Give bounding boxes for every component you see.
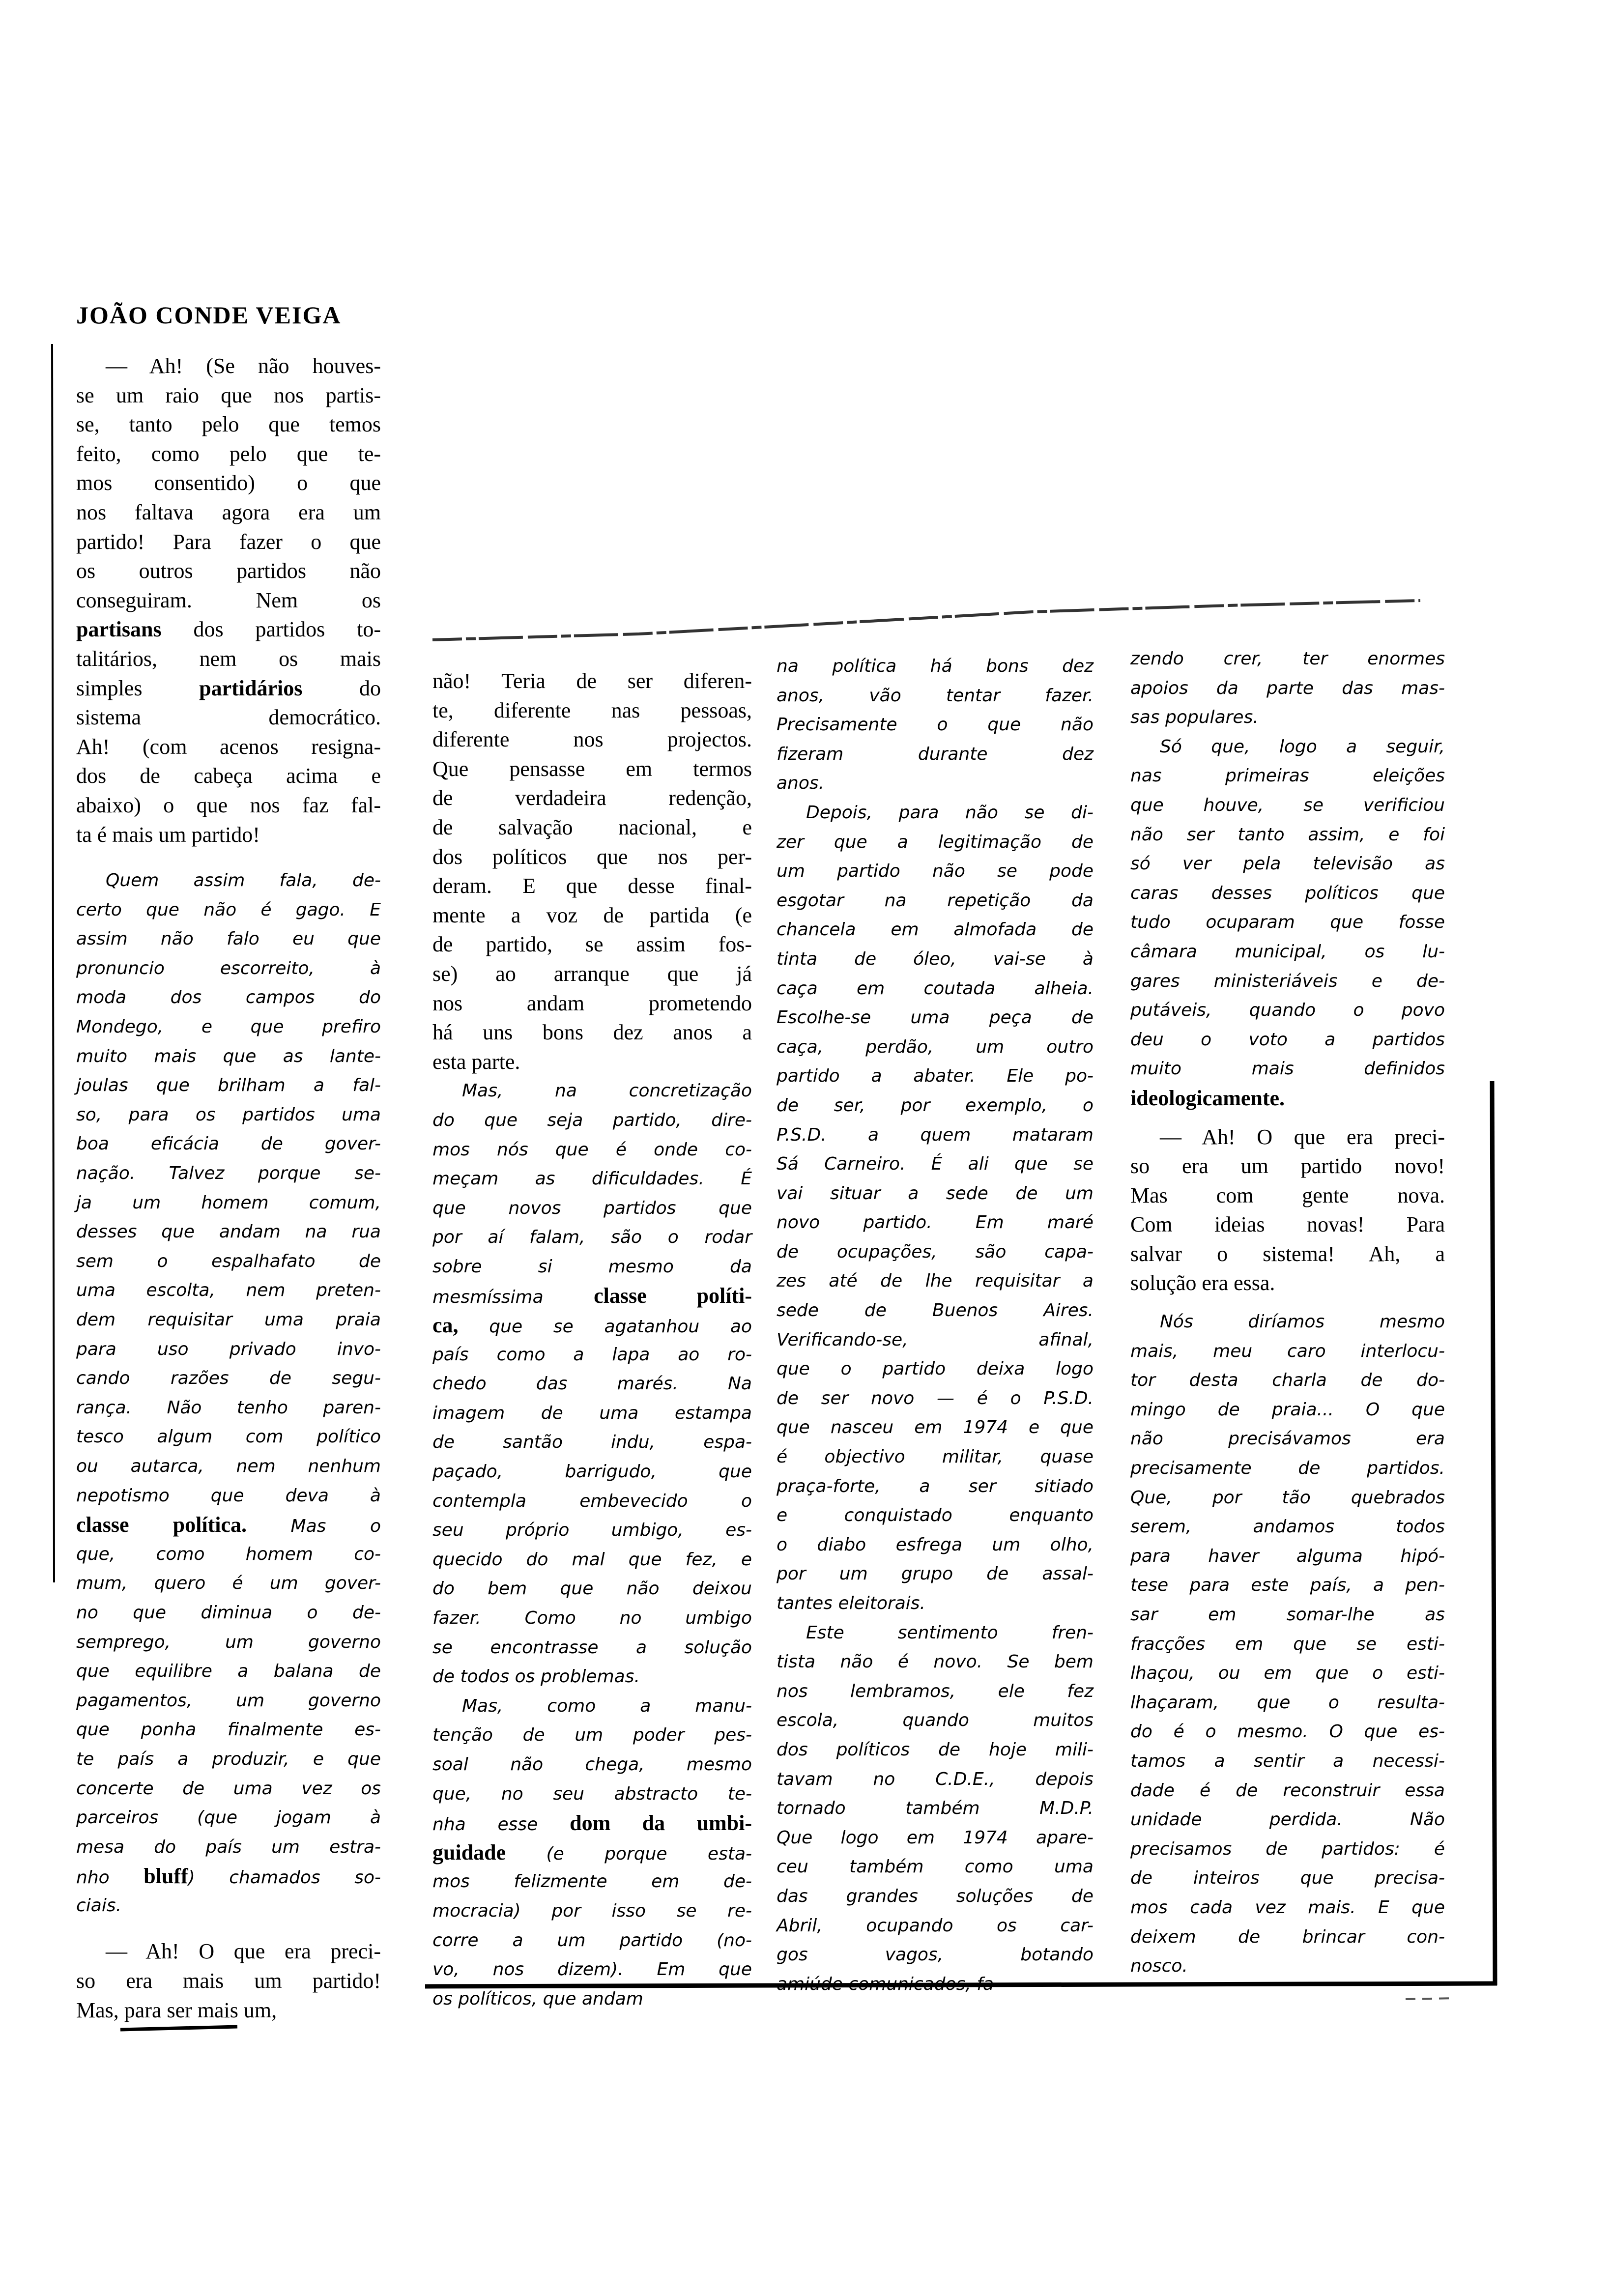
text-line: que ponha finalmente es- xyxy=(76,1720,381,1740)
bold-term: classe políti- xyxy=(594,1284,752,1308)
text-line: sistema democrático. xyxy=(76,705,381,730)
text-line: tantes eleitorais. xyxy=(777,1593,925,1613)
text-line: das grandes soluções de xyxy=(777,1886,1094,1906)
text-line: tamos a sentir a necessi- xyxy=(1130,1751,1445,1771)
text-line: dos políticos de hoje mili- xyxy=(777,1739,1094,1760)
text-line: corre a um partido (no- xyxy=(432,1930,752,1951)
text-line: Que, por tão quebrados xyxy=(1130,1487,1445,1508)
text-line: Com ideias novas! Para xyxy=(1130,1212,1445,1237)
text-line: de ser novo — é o P.S.D. xyxy=(777,1388,1094,1408)
text-line: de ser, por exemplo, o xyxy=(777,1095,1094,1116)
text-line: Precisamente o que não xyxy=(777,715,1094,735)
text-line: Que pensasse em termos xyxy=(432,756,752,781)
text-line: fazer. Como no umbigo xyxy=(432,1608,752,1628)
text-line: zer que a legitimação de xyxy=(777,832,1094,852)
text-line: tavam no C.D.E., depois xyxy=(777,1769,1094,1789)
text-line: vo, nos dizem). Em que xyxy=(432,1959,752,1980)
text-segment: do xyxy=(302,676,381,700)
text-line: tudo ocuparam que fosse xyxy=(1130,912,1445,933)
text-line: te país a produzir, e que xyxy=(76,1749,381,1769)
text-line: precisamente de partidos. xyxy=(1130,1458,1445,1479)
text-line: tornado também M.D.P. xyxy=(777,1798,1094,1819)
text-line: gares ministeriáveis e de- xyxy=(1130,971,1445,991)
text-line: Mas, para ser mais um, xyxy=(76,1998,277,2022)
text-line: assim não falo eu que xyxy=(76,929,381,949)
text-line: que, como homem co- xyxy=(76,1544,381,1564)
text-line: mos consentido) o que xyxy=(76,471,381,495)
text-line: se encontrasse a solução xyxy=(432,1637,752,1658)
text-line: Escolhe-se uma peça de xyxy=(777,1007,1094,1028)
article-paragraph xyxy=(432,1076,752,1691)
text-line: para haver alguma hipó- xyxy=(1130,1546,1445,1566)
text-line: parceiros (que jogam à xyxy=(76,1808,381,1828)
text-line: Verificando-se, afinal, xyxy=(777,1329,1094,1350)
text-line: mos cada vez mais. E que xyxy=(1130,1897,1445,1918)
text-line xyxy=(76,1510,381,1540)
text-line: desses que andam na rua xyxy=(76,1222,381,1242)
text-line: Só que, logo a seguir, xyxy=(1160,736,1445,757)
text-line: caça, perdão, um outro xyxy=(777,1036,1094,1057)
text-line: praça-forte, a ser sitiado xyxy=(777,1476,1094,1496)
bold-term: dom da umbi- xyxy=(570,1811,752,1836)
text-line: zendo crer, ter enormes xyxy=(1130,649,1445,669)
text-line: não precisávamos era xyxy=(1130,1429,1445,1449)
article-paragraph xyxy=(777,652,1094,798)
text-line: ou autarca, nem nenhum xyxy=(76,1456,381,1476)
text-line: imagem de uma estampa xyxy=(432,1403,752,1423)
text-line: se, tanto pelo que temos xyxy=(76,412,381,437)
bold-term: partisans xyxy=(76,617,162,642)
text-line: ja um homem comum, xyxy=(76,1192,381,1213)
text-line: pagamentos, um governo xyxy=(76,1690,381,1711)
text-segment: Mas o xyxy=(246,1516,381,1537)
bold-term: partidários xyxy=(199,676,303,700)
text-line: Depois, para não se di- xyxy=(806,802,1094,823)
text-line: caras desses políticos que xyxy=(1130,883,1445,903)
text-line: por um grupo de assal- xyxy=(777,1564,1094,1584)
text-line: o diabo esfrega um olho, xyxy=(777,1534,1094,1555)
article-paragraph xyxy=(777,1618,1094,1999)
text-line: — Ah! O que era preci- xyxy=(1160,1124,1445,1149)
text-line: uma escolta, nem preten- xyxy=(76,1280,381,1301)
text-segment: (e porque esta- xyxy=(506,1843,752,1864)
text-line: de santão indu, espa- xyxy=(432,1432,752,1453)
text-line: ceu também como uma xyxy=(777,1857,1094,1877)
article-paragraph xyxy=(1130,732,1445,1113)
text-line: so era mais um partido! xyxy=(76,1969,381,1993)
text-line: precisamos de partidos: é xyxy=(1130,1838,1445,1859)
text-line: mais, meu caro interlocu- xyxy=(1130,1341,1445,1361)
text-line: Mas, como a manu- xyxy=(462,1695,752,1716)
text-line: te, diferente nas pessoas, xyxy=(432,698,752,722)
text-segment: ) chamados so- xyxy=(188,1867,381,1888)
text-line: de inteiros que precisa- xyxy=(1130,1868,1445,1889)
text-line: abaixo) o que nos faz fal- xyxy=(76,793,381,817)
bold-term: bluff xyxy=(144,1864,188,1889)
bold-term: classe política. xyxy=(76,1513,247,1537)
text-line: muito mais que as lante- xyxy=(76,1046,381,1066)
text-line: por aí falam, são o rodar xyxy=(432,1227,752,1248)
text-line: Nós diríamos mesmo xyxy=(1160,1312,1445,1332)
text-line: país como a lapa ao ro- xyxy=(432,1344,752,1365)
text-line: so, para os partidos uma xyxy=(76,1104,381,1125)
text-segment: nho xyxy=(76,1867,144,1888)
bold-term: ideologicamente. xyxy=(1130,1086,1285,1110)
text-line: tor desta charla de do- xyxy=(1130,1370,1445,1391)
text-line: nepotismo que deva à xyxy=(76,1485,381,1506)
text-line: Mas, na concretização xyxy=(462,1081,752,1101)
text-line: no que diminua o de- xyxy=(76,1602,381,1623)
text-line: Ah! (com acenos resigna- xyxy=(76,734,381,759)
text-line: tesco algum com político xyxy=(76,1427,381,1447)
text-line: fizeram durante dez xyxy=(777,744,1094,764)
text-line: quecido do mal que fez, e xyxy=(432,1549,752,1570)
text-line: Abril, ocupando os car- xyxy=(777,1915,1094,1936)
author-byline: JOÃO CONDE VEIGA xyxy=(76,301,342,329)
text-line: solução era essa. xyxy=(1130,1271,1275,1295)
text-line: esgotar na repetição da xyxy=(777,890,1094,911)
text-line: dade é de reconstruir essa xyxy=(1130,1780,1445,1801)
text-line: sas populares. xyxy=(1130,707,1259,728)
text-segment: que se agatanhou ao xyxy=(458,1317,752,1337)
text-line: mocracia) por isso se re- xyxy=(432,1900,752,1921)
text-line: zes até de lhe requisitar a xyxy=(777,1271,1094,1292)
text-line: soal não chega, mesmo xyxy=(432,1754,752,1775)
text-line: nos andam prometendo xyxy=(432,991,752,1015)
text-line xyxy=(76,615,381,644)
text-line: paçado, barrigudo, que xyxy=(432,1462,752,1482)
text-line: e conquistado enquanto xyxy=(777,1505,1094,1526)
bold-term: guidade xyxy=(432,1840,506,1865)
text-line: mum, quero é um gover- xyxy=(76,1573,381,1594)
text-line: deu o voto a partidos xyxy=(1130,1029,1445,1050)
text-line: concerte de uma vez os xyxy=(76,1778,381,1799)
text-line: dem requisitar uma praia xyxy=(76,1310,381,1330)
text-line: que equilibre a balana de xyxy=(76,1661,381,1682)
text-line: conseguiram. Nem os xyxy=(76,588,381,612)
text-line xyxy=(432,1311,752,1340)
text-line: cando razões de segu- xyxy=(76,1368,381,1389)
text-line: Sá Carneiro. É ali que se xyxy=(777,1154,1094,1175)
text-line: câmara municipal, os lu- xyxy=(1130,941,1445,962)
text-line: certo que não é gago. E xyxy=(76,899,381,920)
article-paragraph xyxy=(76,351,381,849)
text-line: mesa do país um estra- xyxy=(76,1837,381,1857)
text-line: deram. E que desse final- xyxy=(432,874,752,898)
article-column-1 xyxy=(76,351,381,2025)
text-line: semprego, um governo xyxy=(76,1632,381,1652)
text-line: — Ah! O que era preci- xyxy=(106,1939,381,1964)
text-line: vai situar a sede de um xyxy=(777,1183,1094,1204)
text-line: nas primeiras eleições xyxy=(1130,766,1445,786)
text-line: na política há bons dez xyxy=(777,656,1094,676)
text-line: partido a abater. Ele po- xyxy=(777,1066,1094,1087)
text-line: mingo de praia... O que xyxy=(1130,1399,1445,1420)
text-line: de todos os problemas. xyxy=(432,1666,640,1687)
text-line: — Ah! (Se não houves- xyxy=(106,354,381,378)
text-line: é objectivo militar, quase xyxy=(777,1447,1094,1467)
text-line xyxy=(432,1808,752,1838)
text-line: Que logo em 1974 apare- xyxy=(777,1827,1094,1848)
text-segment: simples xyxy=(76,676,200,700)
text-line: unidade perdida. Não xyxy=(1130,1809,1445,1830)
text-line: sobre si mesmo da xyxy=(432,1256,752,1277)
text-line: para uso privado invo- xyxy=(76,1339,381,1359)
text-line: partido! Para fazer o que xyxy=(76,529,381,554)
text-line: de partido, se assim fos- xyxy=(432,932,752,957)
article-column-4 xyxy=(1130,644,1445,1981)
text-line: Mas com gente nova. xyxy=(1130,1183,1445,1207)
text-line: anos. xyxy=(777,773,825,794)
text-line: novo partido. Em maré xyxy=(777,1212,1094,1233)
text-line: ta é mais um partido! xyxy=(76,822,260,847)
text-line: há uns bons dez anos a xyxy=(432,1020,752,1045)
bottom-left-rule xyxy=(120,2027,237,2030)
text-line: do que seja partido, dire- xyxy=(432,1110,752,1130)
text-line: boa eficácia de gover- xyxy=(76,1134,381,1154)
text-line xyxy=(1130,1084,1445,1113)
text-segment: mesmíssima xyxy=(432,1287,594,1308)
text-line: so era um partido novo! xyxy=(1130,1154,1445,1178)
text-line: nação. Talvez porque se- xyxy=(76,1163,381,1184)
text-line: de verdadeira redenção, xyxy=(432,786,752,810)
text-line: não! Teria de ser diferen- xyxy=(432,669,752,693)
text-line: mos nós que é onde co- xyxy=(432,1139,752,1160)
right-border-line xyxy=(1492,1081,1495,1985)
text-line: deixem de brincar con- xyxy=(1130,1926,1445,1947)
text-line: meçam as dificuldades. É xyxy=(432,1169,752,1189)
text-line: lhaçou, ou em que o esti- xyxy=(1130,1663,1445,1684)
text-line: que novos partidos que xyxy=(432,1198,752,1218)
text-line: salvar o sistema! Ah, a xyxy=(1130,1241,1445,1266)
text-line: tese para este país, a pen- xyxy=(1130,1575,1445,1596)
text-line: esta parte. xyxy=(432,1049,520,1074)
text-line: tenção de um poder pes- xyxy=(432,1725,752,1746)
text-line: de ocupações, são capa- xyxy=(777,1241,1094,1262)
text-line: que houve, se verificiou xyxy=(1130,795,1445,815)
text-line: Este sentimento fren- xyxy=(806,1622,1094,1643)
text-line: putáveis, quando o povo xyxy=(1130,1000,1445,1021)
text-line: sar em somar-lhe as xyxy=(1130,1605,1445,1625)
bottom-right-dash xyxy=(1406,1998,1455,1999)
text-line: gos vagos, botando xyxy=(777,1945,1094,1965)
text-line: que o partido deixa logo xyxy=(777,1359,1094,1379)
text-line xyxy=(432,1281,752,1311)
text-line: serem, andamos todos xyxy=(1130,1517,1445,1537)
text-line: caça em coutada alheia. xyxy=(777,978,1094,999)
text-line: mos felizmente em de- xyxy=(432,1871,752,1892)
text-line xyxy=(76,674,381,703)
text-line: que nasceu em 1974 e que xyxy=(777,1417,1094,1438)
text-line: se um raio que nos partis- xyxy=(76,383,381,407)
text-line: do bem que não deixou xyxy=(432,1578,752,1599)
text-line: tinta de óleo, vai-se à xyxy=(777,948,1094,969)
text-line: escola, quando muitos xyxy=(777,1710,1094,1731)
article-paragraph xyxy=(1130,1122,1445,1298)
text-line: nos lembramos, ele fez xyxy=(777,1681,1094,1701)
text-line: Quem assim fala, de- xyxy=(106,870,381,891)
text-segment: nha esse xyxy=(432,1814,570,1835)
text-segment: dos partidos to- xyxy=(161,617,381,642)
text-line: nos faltava agora era um xyxy=(76,500,381,524)
text-line: os políticos, que andam xyxy=(432,1988,643,2009)
text-line: chedo das marés. Na xyxy=(432,1374,752,1394)
article-paragraph xyxy=(1130,644,1445,732)
text-line: tista não é novo. Se bem xyxy=(777,1652,1094,1672)
text-line: feito, como pelo que te- xyxy=(76,441,381,466)
text-line: fracções em que se esti- xyxy=(1130,1634,1445,1654)
text-line: talitários, nem os mais xyxy=(76,646,381,671)
text-line: rança. Não tenho paren- xyxy=(76,1397,381,1418)
text-line: contempla embevecido o xyxy=(432,1491,752,1511)
text-line: pronuncio escorreito, à xyxy=(76,958,381,978)
text-line: apoios da parte das mas- xyxy=(1130,678,1445,698)
text-line: de salvação nacional, e xyxy=(432,815,752,839)
text-line: moda dos campos do xyxy=(76,987,381,1008)
article-paragraph xyxy=(432,666,752,1076)
text-line: dos de cabeça acima e xyxy=(76,764,381,788)
text-line: Mondego, e que prefiro xyxy=(76,1017,381,1037)
text-line: lhaçaram, que o resulta- xyxy=(1130,1692,1445,1713)
text-line: que, no seu abstracto te- xyxy=(432,1783,752,1804)
text-line: chancela em almofada de xyxy=(777,919,1094,940)
article-paragraph xyxy=(1130,1307,1445,1981)
text-line: ciais. xyxy=(76,1895,122,1916)
text-line: nosco. xyxy=(1130,1956,1188,1977)
text-line: sede de Buenos Aires. xyxy=(777,1300,1094,1321)
text-line: dos políticos que nos per- xyxy=(432,844,752,869)
article-column-2 xyxy=(432,666,752,2013)
text-line xyxy=(432,1838,752,1867)
bold-term: ca, xyxy=(432,1313,459,1338)
text-line: amiúde comunicados, fa- xyxy=(777,1974,1001,1994)
article-paragraph xyxy=(432,1692,752,2014)
text-line: P.S.D. a quem mataram xyxy=(777,1124,1094,1145)
text-line: um partido não se pode xyxy=(777,861,1094,882)
text-line: diferente nos projectos. xyxy=(432,727,752,752)
text-line: não ser tanto assim, e foi xyxy=(1130,824,1445,845)
article-paragraph xyxy=(777,798,1094,1618)
text-line: seu próprio umbigo, es- xyxy=(432,1520,752,1541)
text-line: só ver pela televisão as xyxy=(1130,854,1445,874)
article-paragraph xyxy=(76,1937,381,2025)
text-line: os outros partidos não xyxy=(76,559,381,583)
text-line: do é o mesmo. O que es- xyxy=(1130,1722,1445,1742)
text-line: mente a voz de partida (e xyxy=(432,903,752,927)
text-line: muito mais definidos xyxy=(1130,1059,1445,1079)
top-dashed-rule xyxy=(432,601,1420,640)
text-line: anos, vão tentar fazer. xyxy=(777,685,1094,706)
text-line: se) ao arranque que já xyxy=(432,961,752,986)
article-column-3 xyxy=(777,652,1094,1999)
text-line xyxy=(76,1862,381,1891)
text-line: joulas que brilham a fal- xyxy=(76,1075,381,1096)
text-line: sem o espalhafato de xyxy=(76,1251,381,1271)
left-border-line xyxy=(52,344,54,1582)
article-paragraph xyxy=(76,866,381,1920)
